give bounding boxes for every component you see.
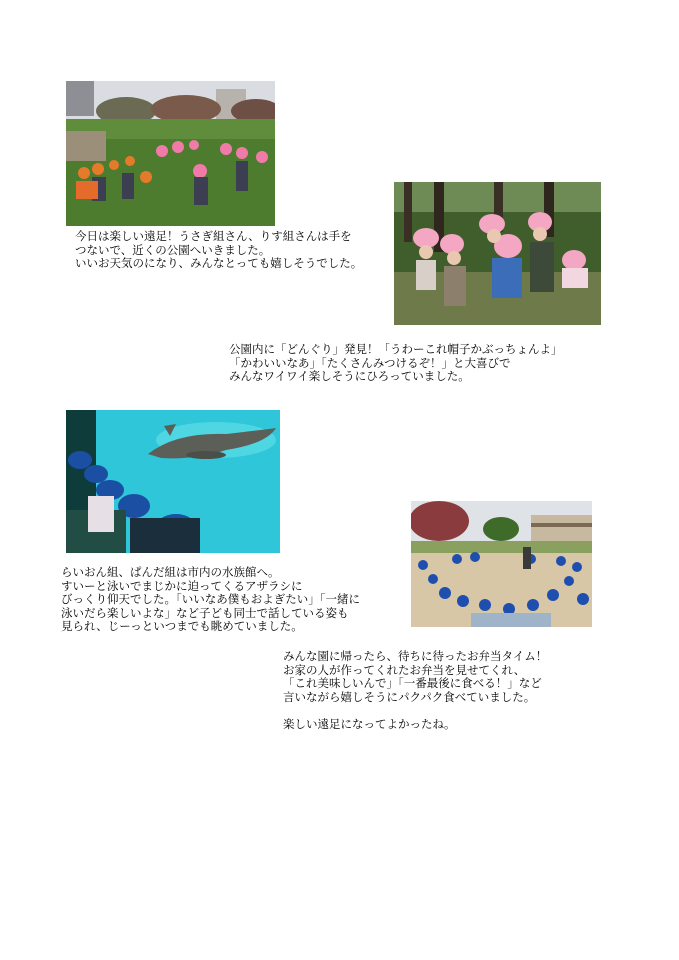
caption-line: びっくり仰天でした。「いいなあ僕もおよぎたい」「一緒に [61, 592, 360, 606]
park-walk-photo [66, 81, 275, 226]
acorn-hunt-caption [229, 343, 563, 384]
caption-line: みんなワイワイ楽しそうにひろっていました。 [229, 369, 470, 383]
aquarium-caption [61, 566, 360, 634]
caption-line: つないで、近くの公園へいきました。 [75, 242, 271, 257]
lunch-circle-photo [411, 501, 592, 627]
caption-line: 見られ、じーっといつまでも眺めていました。 [61, 619, 303, 633]
caption-line: 「これ美味しいんで」「一番最後に食べる！」など [283, 676, 542, 690]
caption-line: 言いながら嬉しそうにパクパク食べていました。 [283, 689, 536, 704]
caption-line: すいーと泳いでまじかに迫ってくるアザラシに [61, 578, 303, 593]
caption-line: 泳いだら楽しいよな」など子ども同士で話している姿も [61, 605, 349, 620]
caption-line: 今日は楽しい遠足！うさぎ組さん、りす組さんは手を [75, 229, 352, 243]
caption-line: みんな園に帰ったら、待ちに待ったお弁当タイム！ [283, 649, 548, 663]
caption-line: 楽しい遠足になってよかったね。 [283, 716, 456, 731]
caption-line [283, 704, 547, 718]
lunch-caption [283, 650, 547, 731]
caption-line: 「かわいいなあ」「たくさんみつけるぞ！」と大喜びで [229, 355, 511, 370]
aquarium-sea-lion-photo [66, 410, 280, 553]
caption-line: 公園内に「どんぐり」発見！「うわーこれ帽子かぶっちょんよ」 [229, 342, 563, 356]
acorn-hunt-photo [394, 182, 601, 325]
caption-line: らいおん組、ぱんだ組は市内の水族館へ。 [61, 565, 280, 579]
caption-line: お家の人が作ってくれたお弁当を見せてくれ、 [283, 662, 526, 677]
caption-line: いいお天気のになり、みんなとっても嬉しそうでした。 [75, 256, 363, 270]
park-walk-caption [75, 230, 362, 271]
